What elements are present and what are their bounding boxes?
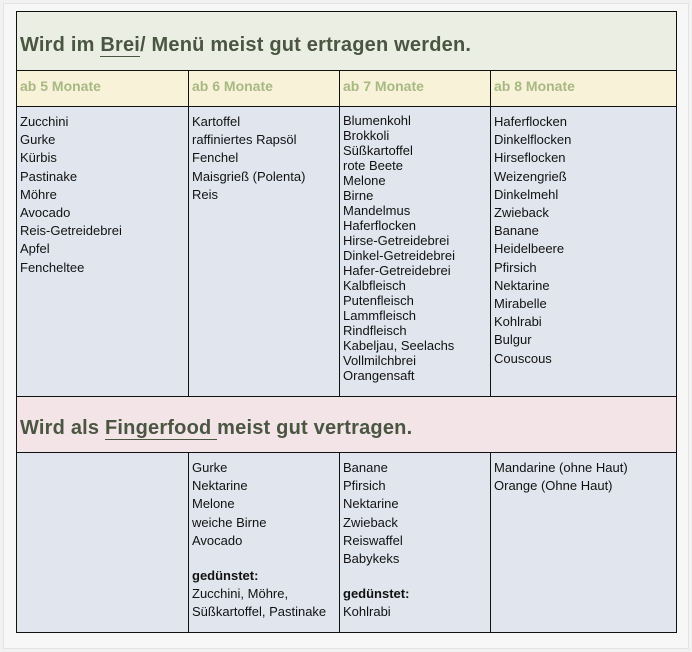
list-item: Hafer-Getreidebrei [343,263,451,278]
list-item: Dinkelflocken [494,132,572,148]
puree-cell-5 [17,107,189,397]
fingerfood-underlined: Fingerfood [104,417,218,439]
list-item: Lammfleisch [343,308,416,323]
list-item: Reis-Getreidebrei [20,223,122,239]
age-header-6: ab 6 Monate [189,71,340,107]
list-item: Blumenkohl [343,113,411,128]
list-item: Birne [343,188,374,203]
list-item: Banane [343,460,388,475]
spacer [343,568,487,585]
fingerfood-cell-8 [491,453,677,633]
list-item: Zwieback [494,205,549,221]
brei-underlined: Brei [100,34,141,56]
age-header-8: ab 8 Monate [491,71,677,107]
list-item: raffiniertes Rapsöl [192,132,297,148]
puree-section-title: Wird im Brei/ Menü meist gut ertragen werden. [20,34,472,56]
list-item: Süßkartoffel [343,143,413,158]
list-item: Maisgrieß (Polenta) [192,168,306,184]
list-item: Kohlrabi [494,314,542,330]
list-item: Reis [192,186,219,202]
list-item: weiche Birne [192,514,267,530]
steamed-item: Zucchini, Möhre, [192,586,289,602]
list-item: Fencheltee [20,259,85,275]
steamed-label: gedünstet: [192,568,259,584]
list-item: Kartoffel [192,114,241,129]
list-item: Babykeks [343,551,400,567]
list-item: Mandarine (ohne Haut) [494,460,628,475]
steamed-label: gedünstet: [343,586,410,602]
list-item: Banane [494,223,539,239]
list-item: Avocado [192,532,243,548]
list-item: Weizengrieß [494,168,567,184]
list-item: Mandelmus [343,203,411,218]
fingerfood-cell-5 [17,453,189,633]
list-item: Reiswaffel [343,532,403,548]
list-item: Möhre [20,186,57,202]
age-header-row [17,71,677,107]
list-item: Hirse-Getreidebrei [343,233,450,248]
list-item: Kalbfleisch [343,278,406,293]
puree-cell-7 [340,107,491,397]
list-item: Avocado [20,205,71,221]
spacer [192,550,336,567]
list-item: Zwieback [343,514,398,530]
fingerfood-section-title: Wird als Fingerfood meist gut vertragen. [20,417,413,439]
list-item: rote Beete [343,158,403,173]
list-item: Kabeljau, Seelachs [343,338,455,353]
list-item: Putenfleisch [343,293,414,308]
list-item: Hirseflocken [494,150,566,166]
list-item: Nektarine [192,478,248,494]
list-item: Melone [192,496,235,512]
baby-food-table [16,11,677,633]
puree-section-header [17,12,677,71]
list-item: Pastinake [20,168,78,184]
list-item: Gurke [20,132,56,148]
fingerfood-cell-6 [189,453,340,633]
list-item: Nektarine [343,496,399,512]
list-item: Gurke [192,460,228,475]
fingerfood-section-header [17,397,677,453]
list-item: Apfel [20,241,50,257]
list-item: Kürbis [20,150,57,166]
list-item: Melone [343,173,386,188]
list-item: Dinkelmehl [494,186,559,202]
list-item: Fenchel [192,150,239,166]
list-item: Nektarine [494,277,550,293]
list-item: Couscous [494,350,552,366]
puree-cell-8 [491,107,677,397]
list-item: Orangensaft [343,368,415,383]
list-item: Rindfleisch [343,323,407,338]
list-item: Heidelbeere [494,241,565,257]
list-item: Dinkel-Getreidebrei [343,248,455,263]
fingerfood-row [17,453,677,633]
list-item: Bulgur [494,332,532,348]
steamed-item: Süßkartoffel, Pastinake [192,604,327,620]
fingerfood-cell-7 [340,453,491,633]
list-item: Vollmilchbrei [343,353,416,368]
list-item: Brokkoli [343,128,390,143]
list-item: Zucchini [20,114,69,129]
steamed-item: Kohlrabi [343,604,391,620]
puree-cell-6 [189,107,340,397]
list-item: Orange (Ohne Haut) [494,478,613,494]
list-item: Mirabelle [494,296,547,312]
list-item: Pfirsich [343,478,386,494]
list-item: Haferflocken [343,218,416,233]
age-header-5: ab 5 Monate [17,71,189,107]
age-header-7: ab 7 Monate [340,71,491,107]
list-item: Pfirsich [494,259,537,275]
list-item: Haferflocken [494,114,567,129]
puree-row [17,107,677,397]
